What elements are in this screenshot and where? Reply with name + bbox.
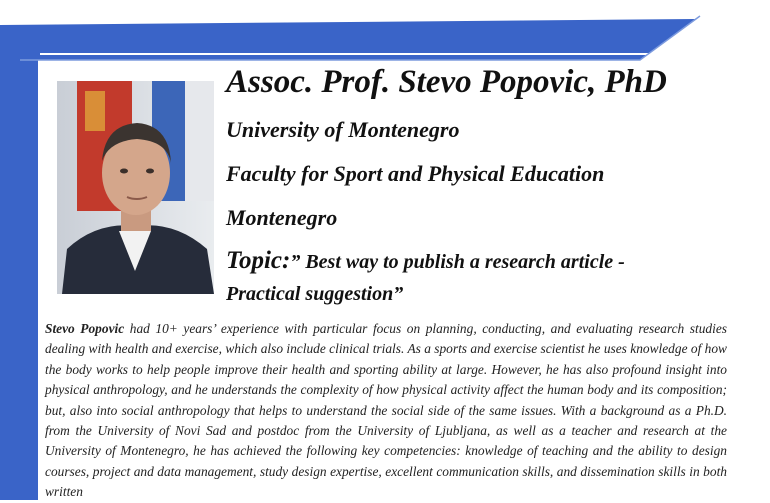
topic-line-2: Practical suggestion” [226, 283, 404, 305]
topic-line-1 [226, 247, 625, 275]
bio-name: Stevo Popovic [45, 321, 125, 336]
portrait-image [57, 81, 214, 294]
bio-text: had 10+ years’ experience with particular focus on planning, conducting, and evaluating research studies dealing with health and exercise, which also include clinical trials. As a sports and exercise scientist he uses knowledge of how the body works to help people improve their health and sporting ability at large. However, he has also profound insight into physical anthropology, and he understands the complexity of how physical activity affect the human body and its composition; but, also into social anthropology that helps to understand the social side of the same issues. With a background as a Ph.D. from the University of Novi Sad and postdoc from the University of Ljubljana, as well as a teacher and research at the University of Montenegro, he has achieved the following key competencies: knowledge of teaching and the ability to design courses, project and data management, study design expertise, excellent communication skills, and dissemination skills in both written [45, 321, 727, 500]
speaker-university: University of Montenegro [226, 117, 460, 142]
speaker-faculty: Faculty for Sport and Physical Education [226, 161, 605, 186]
speaker-bio [45, 319, 727, 503]
speaker-name: Assoc. Prof. Stevo Popovic, PhD [226, 64, 667, 100]
speaker-country: Montenegro [226, 205, 338, 230]
topic-text-1: ” Best way to publish a research article - [290, 251, 625, 273]
topic-label: Topic: [226, 247, 291, 274]
speaker-photo [57, 81, 214, 294]
